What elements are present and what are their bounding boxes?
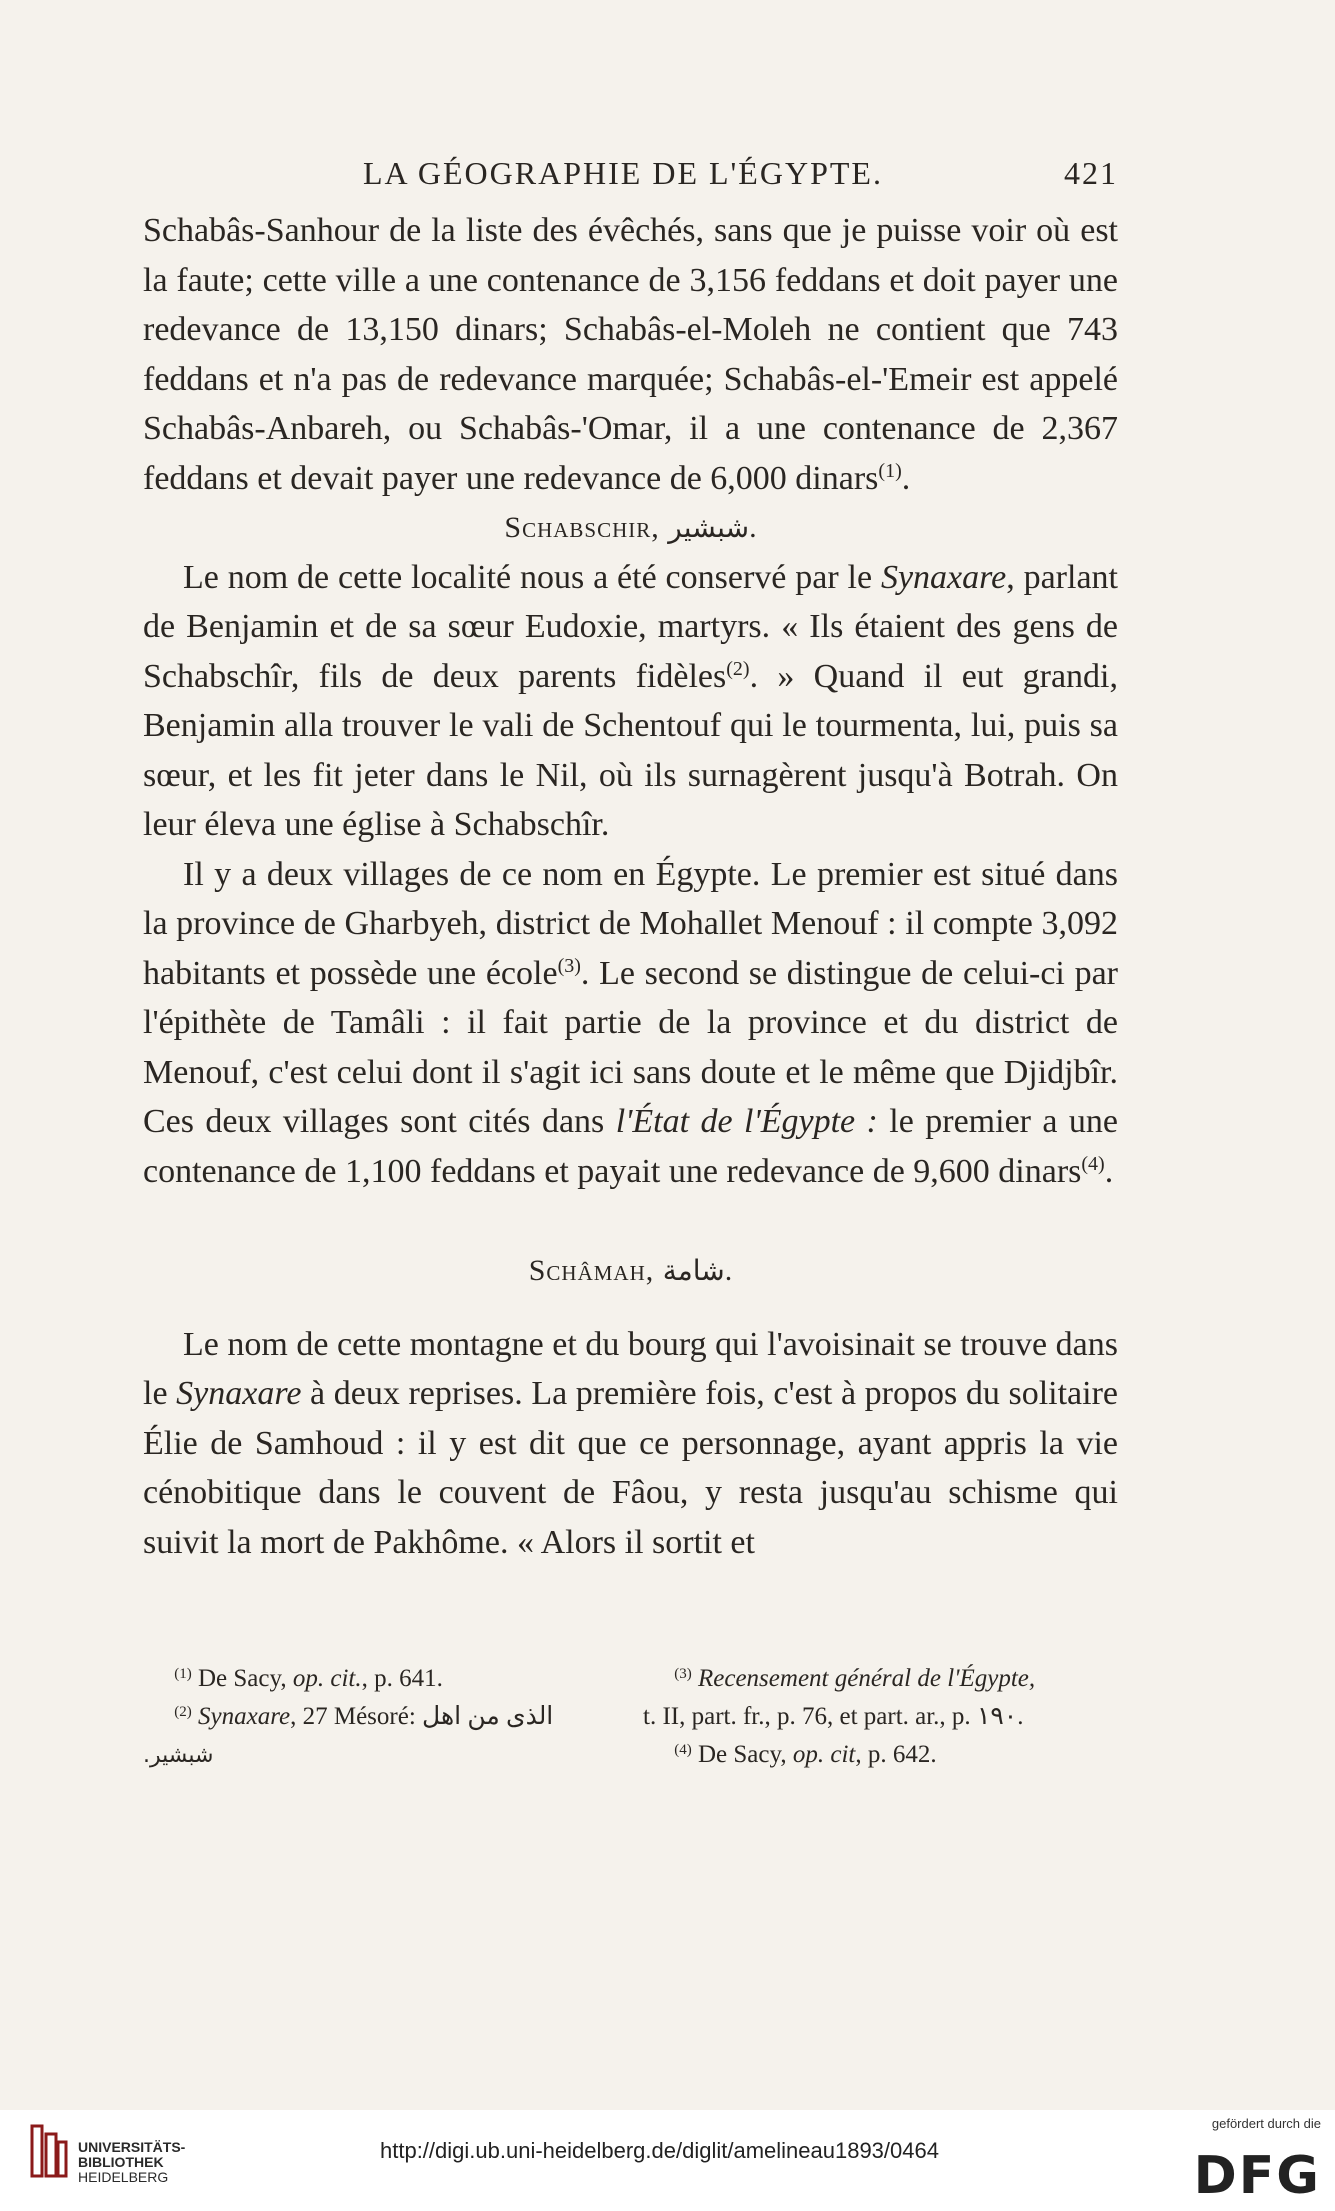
paragraph-1-text: Schabâs-Sanhour de la liste des évêchés, sans que je puisse voir où est la faute; cette ville a une contenance de 3,156 feddans et doit payer une redevance de 13,150 dinars; Schabâs-el-Moleh ne contient que 743 feddans et n'a pas de redevance marquée; Schabâs-el-'Emeir est appelé Schabâs-Anbareh, ou Schabâs-'Omar, il a une contenance de 2,367 feddans et devait payer une redevance de 6,000 dinars	[143, 212, 1118, 497]
paragraph-4b: à deux reprises. La première fois, c'est à propos du solitaire Élie de Samhoud : il y est dit que ce personnage, ayant appris la vie cénobitique dans le couvent de Fâou, y resta jusqu'au schisme qui suivit la mort de Pakhôme. « Alors il sortit et	[143, 1375, 1118, 1561]
library-name[interactable]	[78, 2140, 185, 2185]
heading-arabic-2: شامة	[662, 1254, 725, 1287]
permalink-url[interactable]: http://digi.ub.uni-heidelberg.de/diglit/amelineau1893/0464	[380, 2138, 939, 2163]
footnote-2	[143, 1698, 623, 1736]
paragraph-4-italic: Synaxare	[176, 1375, 302, 1412]
spacer	[143, 1196, 1118, 1246]
library-line-1: UNIVERSITÄTS-	[78, 2139, 186, 2155]
heading-arabic: شبشير	[668, 511, 750, 544]
running-header	[143, 155, 1118, 201]
footnote-ref-1: (1)	[878, 459, 902, 482]
paragraph-3	[143, 850, 1118, 1197]
footnote-1-italic: op. cit.	[292, 1665, 362, 1692]
footnote-3-continued: t. II, part. fr., p. 76, et part. ar., p. ١٩٠.	[643, 1703, 1024, 1730]
paragraph-3-italic: l'État de l'Égypte :	[615, 1103, 878, 1140]
footnote-ref-4: (4)	[1081, 1152, 1105, 1175]
paragraph-3-end: .	[1104, 1152, 1114, 1190]
paragraph-2a: Le nom de cette localité nous a été conservé par le	[183, 558, 881, 596]
paragraph-3b: . Le second se distingue de celui-ci par l'épithète de Tamâli : il fait partie de la province et du district de Menouf, c'est celui dont il s'agit ici sans doute et le même que Djidjbîr. Ces deux villages sont cités dans	[143, 954, 1118, 1140]
heading-end-2: .	[724, 1254, 733, 1287]
main-text	[143, 206, 1118, 1567]
paragraph-2-italic: Synaxare	[880, 558, 1007, 596]
footnote-2-arabic: شبشير.	[143, 1743, 214, 1768]
footnote-3-italic: Recensement général de l'Égypte,	[698, 1665, 1036, 1692]
footnote-2-italic: Synaxare	[198, 1703, 291, 1730]
paragraph-4a: Le nom de cette montagne et du bourg qui l'avoisinait se trouve dans le	[143, 1325, 1118, 1412]
paragraph-3a: Il y a deux villages de ce nom en Égypte. Le premier est situé dans la province de Gharbyeh, district de Mohallet Menouf : il compte 3,092 habitants et possède une école	[143, 855, 1118, 992]
footnote-1	[143, 1660, 623, 1698]
footnote-2-mark: (2)	[174, 1704, 192, 1720]
footnote-2-continued	[143, 1736, 623, 1775]
paragraph-1	[143, 206, 1118, 503]
heading-latin: Schabschir,	[504, 511, 660, 544]
page-number: 421	[1064, 155, 1118, 191]
footnote-4-mark: (4)	[674, 1742, 692, 1758]
paragraph-2b: , parlant de Benjamin et de sa sœur Eudoxie, martyrs. « Ils étaient des gens de Schabschîr, fils de deux parents fidèles	[143, 558, 1118, 695]
paragraph-2	[143, 553, 1118, 850]
footnote-1-mark: (1)	[174, 1666, 192, 1682]
footnote-ref-2: (2)	[726, 657, 750, 680]
paragraph-2c: . » Quand il eut grandi, Benjamin alla trouver le vali de Schentouf qui le tourmenta, lui, puis sa sœur, et les fit jeter dans le Nil, où ils surnagèrent jusqu'à Botrah. On leur éleva une église à Schabschîr.	[143, 657, 1118, 843]
library-line-3: HEIDELBERG	[78, 2169, 169, 2185]
footnote-4	[643, 1736, 1118, 1774]
spacer-2	[143, 1296, 1118, 1320]
viewer-footer	[0, 2110, 1335, 2211]
footnote-4-end: , p. 642.	[855, 1741, 937, 1768]
footnote-4-text: De Sacy,	[698, 1741, 793, 1768]
footnote-ref-3: (3)	[557, 954, 581, 977]
heading-end: .	[749, 511, 757, 544]
paragraph-3c: le premier a une contenance de 1,100 feddans et payait une redevance de 9,600 dinars	[143, 1103, 1119, 1190]
footnotes-left	[143, 1660, 623, 1775]
dfg-logo[interactable]: DFG	[1193, 2146, 1321, 2206]
paragraph-1-end: .	[901, 459, 911, 497]
footnote-3-mark: (3)	[674, 1666, 692, 1682]
funded-by-label: gefördert durch die	[1211, 2116, 1321, 2131]
footnote-4-italic: op. cit	[792, 1741, 856, 1768]
running-title: LA GÉOGRAPHIE DE L'ÉGYPTE.	[363, 155, 883, 191]
paragraph-4	[143, 1320, 1118, 1568]
footnotes-right	[643, 1660, 1118, 1774]
library-line-2: BIBLIOTHEK	[78, 2154, 164, 2170]
heading-latin-2: Schâmah,	[528, 1254, 655, 1287]
footnote-1-end: , p. 641.	[361, 1665, 443, 1692]
section-heading-schabschir	[143, 503, 1118, 553]
footnote-2-text: , 27 Mésoré: الذى من اهل	[290, 1703, 554, 1730]
section-heading-schamah	[143, 1246, 1118, 1296]
footnote-3	[643, 1660, 1118, 1698]
footnote-1-text: De Sacy,	[198, 1665, 293, 1692]
library-logo-icon[interactable]	[30, 2124, 70, 2180]
